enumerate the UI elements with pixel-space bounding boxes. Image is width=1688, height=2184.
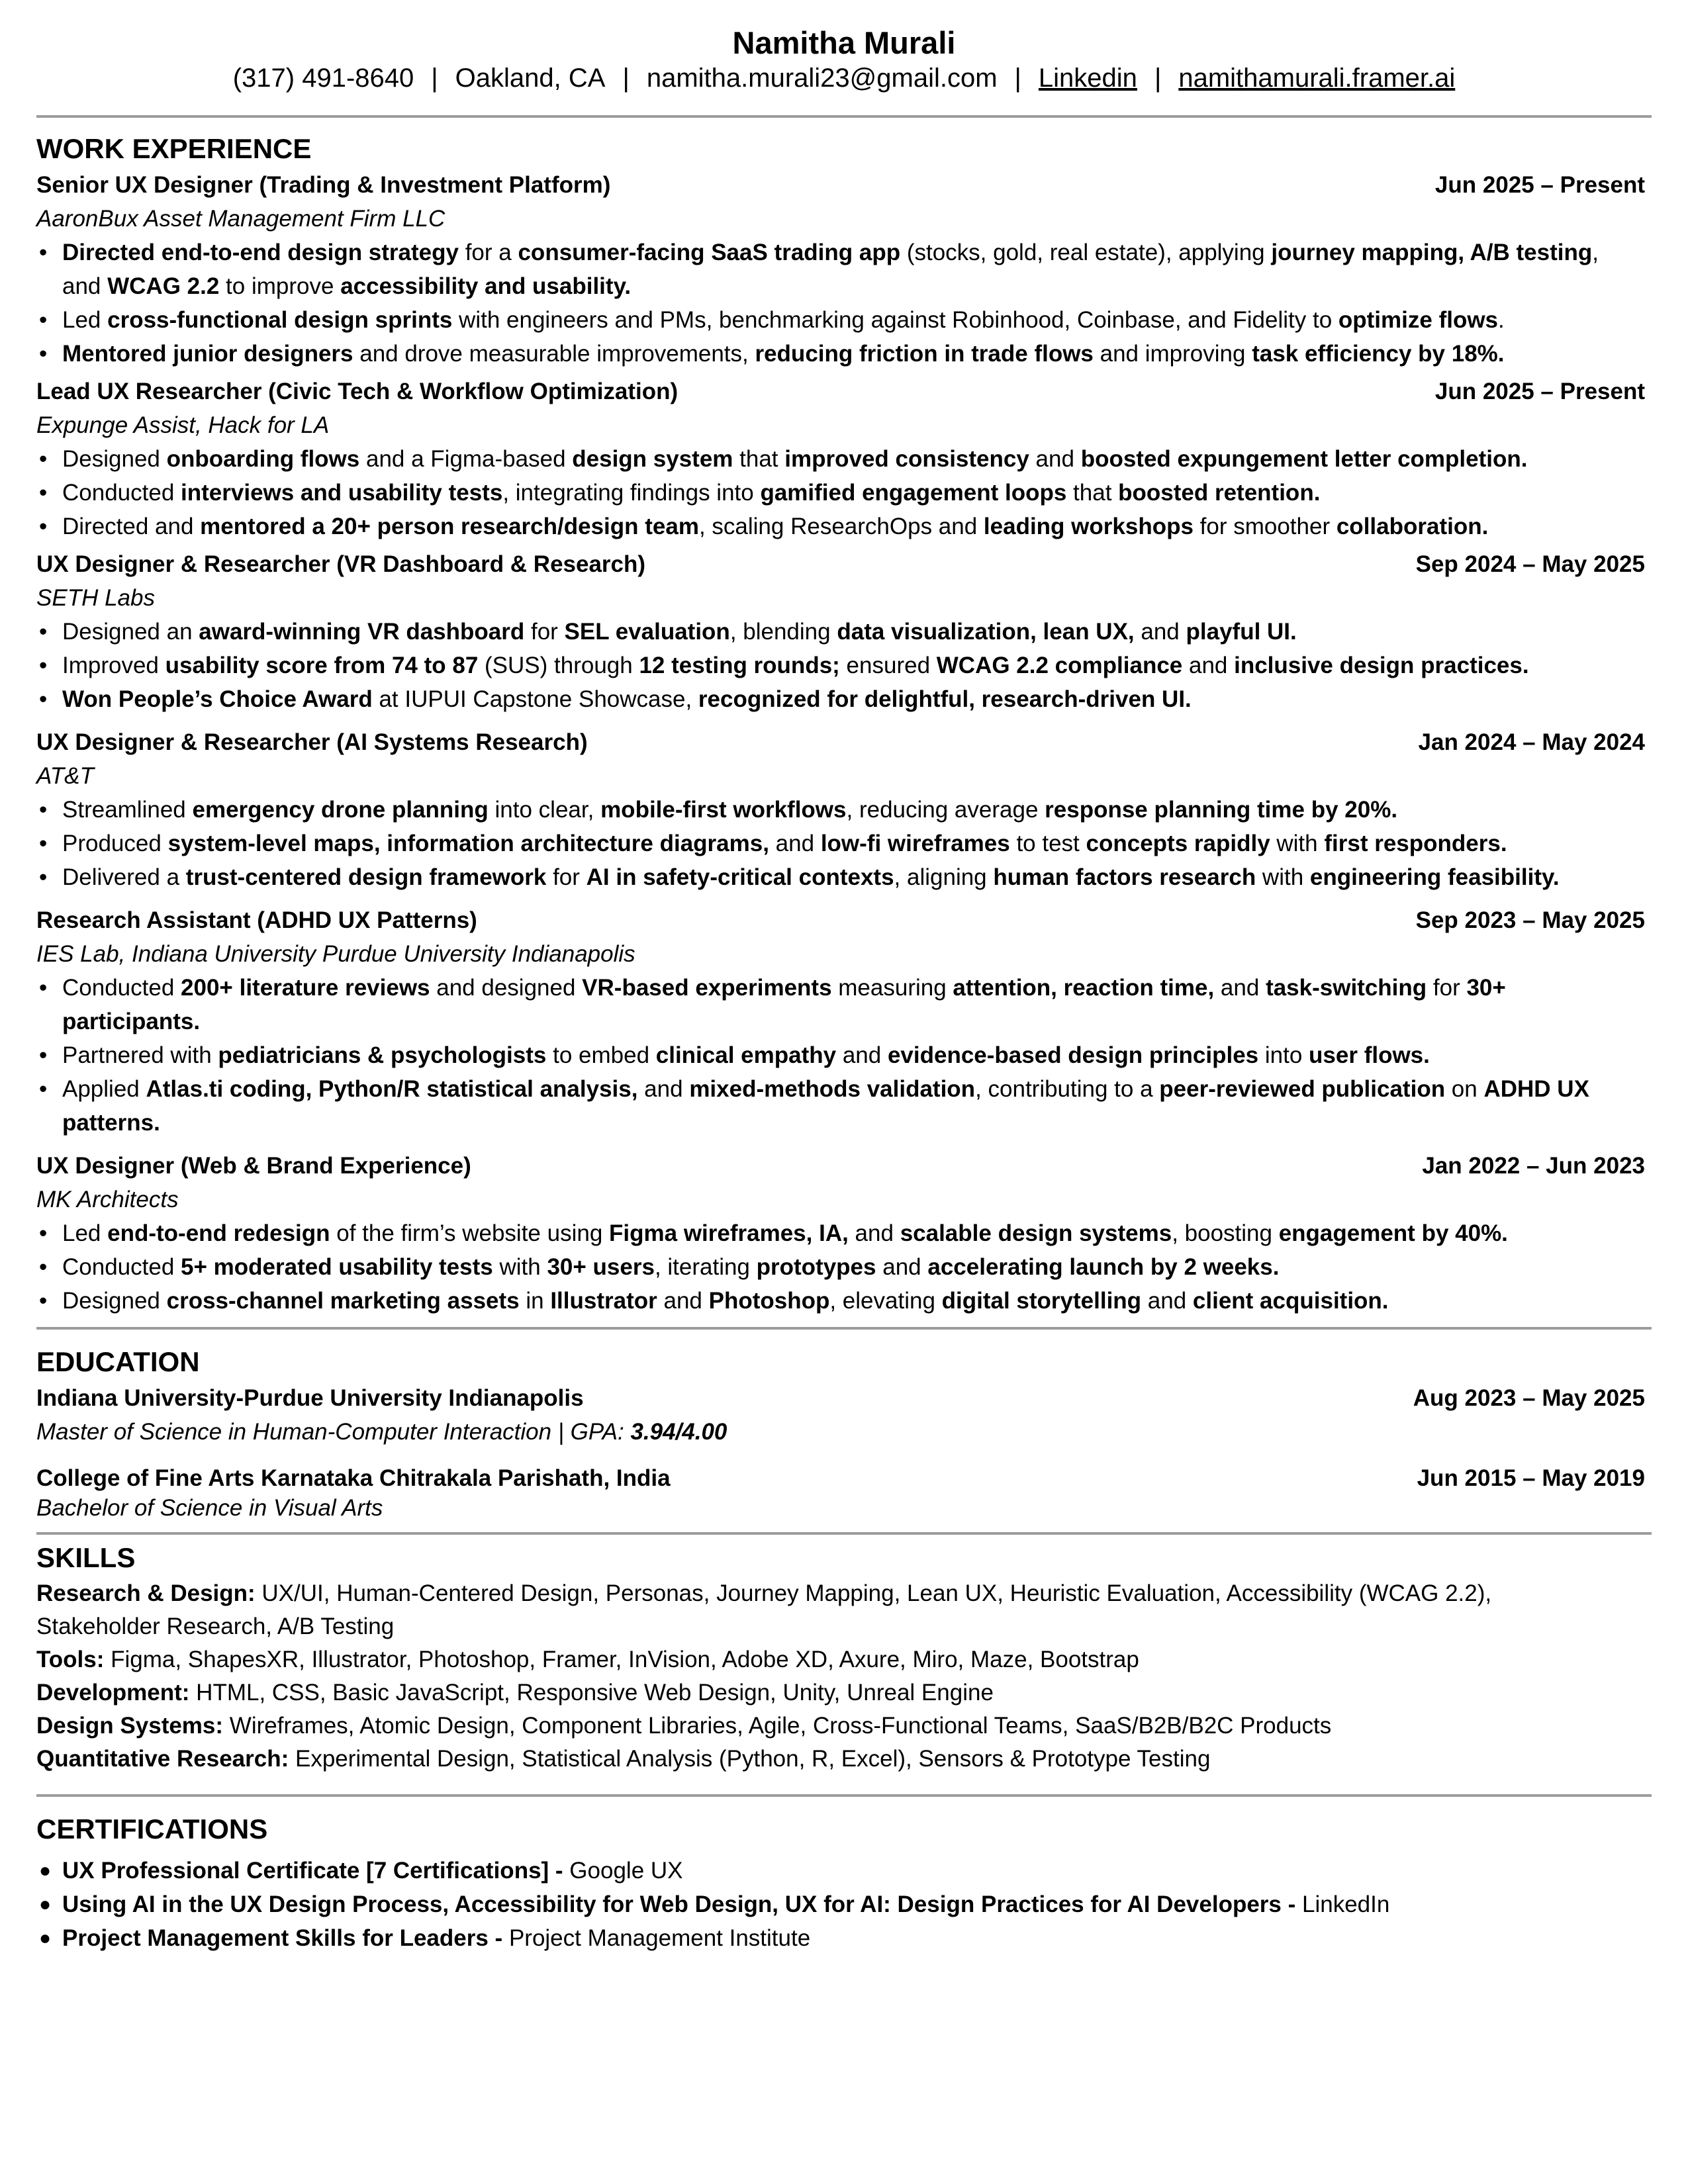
- bullet-text: and: [637, 1076, 690, 1102]
- bullet-text: and drove measurable improvements,: [353, 341, 755, 367]
- job-entry: [36, 375, 1652, 543]
- skill-value: Figma, ShapesXR, Illustrator, Photoshop, Framer, InVision, Adobe XD, Axure, Miro, Maze, Bootstrap: [104, 1647, 1139, 1672]
- bullet-text-bold: WCAG 2.2 compliance: [936, 653, 1183, 678]
- skill-row: [36, 1643, 1652, 1676]
- email[interactable]: namitha.murali23@gmail.com: [646, 64, 998, 93]
- job-dates: Jun 2025 – Present: [1434, 172, 1645, 198]
- bullet-text-bold: ADHD UX patterns.: [62, 1076, 1589, 1136]
- bullet-text-bold: journey mapping, A/B testing: [1271, 240, 1593, 265]
- bullet-text: in: [519, 1288, 551, 1314]
- skill-value: Wireframes, Atomic Design, Component Libraries, Agile, Cross-Functional Teams, SaaS/B2B/B2C Products: [223, 1713, 1332, 1739]
- bullet-text-bold: Mentored junior designers: [62, 341, 353, 367]
- bullet-text: and: [1182, 653, 1235, 678]
- bullet-text: , boosting: [1172, 1220, 1279, 1246]
- bullet-text: to embed: [546, 1042, 656, 1068]
- bullet: •: [39, 653, 48, 678]
- bullet-text: and a Figma-based: [359, 446, 573, 472]
- bullet-text-bold: Won People’s Choice Award: [62, 686, 373, 712]
- bullet-text: , scaling ResearchOps and: [698, 514, 984, 539]
- degree: Bachelor of Science in Visual Arts: [36, 1495, 383, 1521]
- job-bullets: [36, 236, 1652, 371]
- bullet: •: [39, 514, 48, 539]
- bullet-text: for: [1427, 975, 1467, 1001]
- bullet-text-bold: concepts rapidly: [1086, 831, 1270, 856]
- bullet-text-bold: response planning time by 20%.: [1045, 797, 1398, 823]
- bullet-text: Produced: [62, 831, 168, 856]
- bullet-text: Designed: [62, 446, 167, 472]
- bullet-text: on: [1445, 1076, 1484, 1102]
- bullet-text: into: [1258, 1042, 1309, 1068]
- bullet-text: Designed: [62, 1288, 167, 1314]
- bullet-text-bold: digital storytelling: [941, 1288, 1142, 1314]
- job-bullet: [36, 1250, 1652, 1284]
- job-entry: [36, 547, 1652, 716]
- job-bullet: [36, 442, 1652, 476]
- job-entry: [36, 1149, 1652, 1318]
- job-bullet: [36, 510, 1652, 543]
- bullet-text-bold: 30+ participants.: [62, 975, 1506, 1034]
- job-entry: [36, 168, 1652, 371]
- bullet-text: at IUPUI Capstone Showcase,: [372, 686, 698, 712]
- section-title: CERTIFICATIONS: [36, 1813, 268, 1844]
- bullet-text-bold: mixed-methods validation: [689, 1076, 976, 1102]
- separator: |: [1014, 64, 1021, 93]
- job-bullets: [36, 615, 1652, 716]
- bullet-text-bold: AI in safety-critical contexts: [586, 864, 894, 890]
- candidate-name: Namitha Murali: [732, 25, 956, 60]
- job-head: [36, 725, 1652, 759]
- work-experience-section: [36, 130, 1652, 1318]
- job-bullet: [36, 1072, 1652, 1140]
- skill-row: [36, 1676, 1652, 1709]
- bullet-text-bold: Photoshop: [708, 1288, 830, 1314]
- bullet: •: [39, 307, 48, 333]
- resume: [36, 25, 1652, 1955]
- education-head: [36, 1381, 1652, 1415]
- job-bullets: [36, 971, 1652, 1140]
- job-organization: IES Lab, Indiana University Purdue University Indianapolis: [36, 941, 635, 967]
- skill-label: Design Systems:: [36, 1713, 224, 1739]
- bullet-text: to improve: [219, 273, 341, 299]
- bullet-text-bold: engagement by 40%.: [1278, 1220, 1508, 1246]
- certification-item: [36, 1921, 1652, 1955]
- education-item: [36, 1381, 1652, 1449]
- job-dates: Jun 2025 – Present: [1434, 379, 1645, 404]
- bullet: •: [39, 480, 48, 506]
- education-item: [36, 1463, 1652, 1523]
- certification-name: UX Professional Certificate [7 Certifications] -: [62, 1858, 563, 1884]
- portfolio-link[interactable]: namithamurali.framer.ai: [1178, 64, 1456, 93]
- divider: [36, 1794, 1652, 1797]
- job-bullet: [36, 860, 1652, 894]
- bullet-text: (SUS) through: [478, 653, 639, 678]
- bullet-text-bold: client acquisition.: [1192, 1288, 1389, 1314]
- job-dates: Jan 2024 – May 2024: [1418, 729, 1645, 755]
- job-bullet: [36, 793, 1652, 827]
- bullet-text-bold: Illustrator: [550, 1288, 657, 1314]
- certification-issuer: Google UX: [563, 1858, 683, 1884]
- job-bullet: [36, 682, 1652, 716]
- bullet-text-bold: scalable design systems: [900, 1220, 1172, 1246]
- bullet-text: Led: [62, 1220, 108, 1246]
- bullet-text: , and: [62, 240, 1599, 299]
- bullet-text: Partnered with: [62, 1042, 218, 1068]
- bullet-text-bold: usability score from 74 to 87: [165, 653, 479, 678]
- job-entry: [36, 903, 1652, 1140]
- job-role: UX Designer & Researcher (VR Dashboard & Research): [36, 551, 646, 577]
- school: College of Fine Arts Karnataka Chitrakala Parishath, India: [36, 1465, 671, 1491]
- bullet-text: with: [1270, 831, 1325, 856]
- bullet-text-bold: collaboration.: [1336, 514, 1489, 539]
- bullet-text: , integrating findings into: [502, 480, 761, 506]
- job-organization: SETH Labs: [36, 585, 155, 611]
- bullet-text: , reducing average: [846, 797, 1045, 823]
- bullet-text: and: [1214, 975, 1266, 1001]
- bullet-text: for: [546, 864, 586, 890]
- section-title: EDUCATION: [36, 1346, 200, 1377]
- divider: [36, 1327, 1652, 1330]
- bullet-text-bold: mobile-first workflows: [600, 797, 847, 823]
- bullet: •: [39, 831, 48, 856]
- certification-item: [36, 1888, 1652, 1921]
- bullet: •: [39, 446, 48, 472]
- skill-value: Experimental Design, Statistical Analysis (Python, R, Excel), Sensors & Prototype Testing: [289, 1746, 1211, 1772]
- bullet-text-bold: interviews and usability tests: [181, 480, 503, 506]
- bullet-text: Improved: [62, 653, 165, 678]
- job-bullet: [36, 1038, 1652, 1072]
- bullet-text-bold: Figma wireframes, IA,: [609, 1220, 849, 1246]
- bullet-text: Led: [62, 307, 108, 333]
- bullet-text: , blending: [729, 619, 837, 645]
- dates: Aug 2023 – May 2025: [1413, 1385, 1645, 1411]
- job-head: [36, 375, 1652, 408]
- job-bullet: [36, 337, 1652, 371]
- skills-section: [36, 1539, 1652, 1776]
- bullet-text-bold: human factors research: [993, 864, 1256, 890]
- bullet-text: Designed an: [62, 619, 199, 645]
- bullet-text-bold: attention, reaction time,: [953, 975, 1215, 1001]
- bullet-text: , contributing to a: [975, 1076, 1160, 1102]
- job-dates: Sep 2024 – May 2025: [1415, 551, 1645, 577]
- bullet-text: into clear,: [488, 797, 601, 823]
- bullet-text-bold: reducing friction in trade flows: [755, 341, 1094, 367]
- bullet-text-bold: cross-channel marketing assets: [166, 1288, 520, 1314]
- bullet: •: [39, 797, 48, 823]
- bullet-text: with: [492, 1254, 547, 1280]
- separator: |: [622, 64, 630, 93]
- job-bullets: [36, 793, 1652, 894]
- degree: Master of Science in Human-Computer Interaction: [36, 1419, 552, 1445]
- bullet-text: , elevating: [829, 1288, 942, 1314]
- bullet-text: Directed and: [62, 514, 201, 539]
- education-section: [36, 1343, 1652, 1523]
- job-head: [36, 903, 1652, 937]
- job-role: UX Designer (Web & Brand Experience): [36, 1153, 471, 1179]
- job-bullet: [36, 827, 1652, 860]
- skill-value: HTML, CSS, Basic JavaScript, Responsive Web Design, Unity, Unreal Engine: [189, 1680, 994, 1706]
- divider: [36, 1532, 1652, 1535]
- contact-line: [36, 61, 1652, 95]
- bullet: •: [39, 341, 48, 367]
- bullet-text: that: [1066, 480, 1119, 506]
- separator: |: [1154, 64, 1162, 93]
- job-bullets: [36, 1216, 1652, 1318]
- bullet-text-bold: award-winning VR dashboard: [199, 619, 525, 645]
- divider: [36, 115, 1652, 118]
- bullet-text: to test: [1009, 831, 1086, 856]
- bullet-text-bold: system-level maps, information architecture diagrams,: [167, 831, 769, 856]
- bullet-text: and: [848, 1220, 900, 1246]
- skill-label: Quantitative Research:: [36, 1746, 289, 1772]
- bullet-text-bold: pediatricians & psychologists: [218, 1042, 547, 1068]
- job-bullet: [36, 1216, 1652, 1250]
- bullet-text-bold: boosted retention.: [1118, 480, 1321, 506]
- bullet-text-bold: engineering feasibility.: [1309, 864, 1560, 890]
- job-bullet: [36, 236, 1652, 303]
- bullet-text-bold: end-to-end redesign: [107, 1220, 330, 1246]
- bullet-text-bold: 12 testing rounds;: [639, 653, 840, 678]
- bullet-text: , iterating: [654, 1254, 757, 1280]
- bullet: •: [39, 619, 48, 645]
- bullet-text-bold: leading workshops: [983, 514, 1194, 539]
- bullet-text-bold: Atlas.ti coding, Python/R statistical analysis,: [146, 1076, 638, 1102]
- bullet-text: of the firm’s website using: [330, 1220, 610, 1246]
- bullet-text: Applied: [62, 1076, 146, 1102]
- bullet: ●: [39, 1860, 52, 1882]
- bullet-text-bold: accessibility and usability.: [340, 273, 632, 299]
- school: Indiana University-Purdue University Indianapolis: [36, 1385, 584, 1411]
- bullet: •: [39, 975, 48, 1001]
- job-organization: AaronBux Asset Management Firm LLC: [36, 206, 445, 232]
- job-role: Senior UX Designer (Trading & Investment Platform): [36, 172, 611, 198]
- degree-line: [36, 1415, 1652, 1449]
- skill-value: UX/UI, Human-Centered Design, Personas, Journey Mapping, Lean UX, Heuristic Evaluation, Accessibility (WCAG 2.2), Stakeholder Research, A/B Testing: [36, 1580, 1492, 1639]
- job-organization: MK Architects: [36, 1187, 179, 1212]
- section-title: SKILLS: [36, 1542, 136, 1573]
- bullet-text: and: [657, 1288, 709, 1314]
- bullet-text: and improving: [1093, 341, 1252, 367]
- bullet-text-bold: 200+ literature reviews: [181, 975, 430, 1001]
- bullet: ●: [39, 1927, 52, 1949]
- bullet: •: [39, 1076, 48, 1102]
- certifications-section: [36, 1810, 1652, 1955]
- bullet-text-bold: emergency drone planning: [192, 797, 489, 823]
- bullet-text-bold: Directed end-to-end design strategy: [62, 240, 459, 265]
- bullet-text-bold: task efficiency by 18%.: [1252, 341, 1505, 367]
- job-dates: Jan 2022 – Jun 2023: [1422, 1153, 1645, 1179]
- bullet: •: [39, 864, 48, 890]
- bullet-text: and: [876, 1254, 928, 1280]
- bullet-text-bold: task-switching: [1266, 975, 1427, 1001]
- job-bullets: [36, 442, 1652, 543]
- bullet-text: that: [733, 446, 785, 472]
- certification-list: [36, 1854, 1652, 1955]
- certification-item: [36, 1854, 1652, 1888]
- bullet-text-bold: cross-functional design sprints: [107, 307, 453, 333]
- bullet-text: and: [769, 831, 821, 856]
- job-role: UX Designer & Researcher (AI Systems Research): [36, 729, 588, 755]
- bullet-text: , aligning: [894, 864, 994, 890]
- bullet: •: [39, 686, 48, 712]
- bullet-text-bold: prototypes: [756, 1254, 876, 1280]
- job-organization: AT&T: [36, 763, 94, 789]
- bullet-text-bold: data visualization, lean UX,: [837, 619, 1135, 645]
- bullet-text: measuring: [831, 975, 953, 1001]
- bullet-text: and designed: [430, 975, 583, 1001]
- bullet-text-bold: first responders.: [1324, 831, 1507, 856]
- bullet-text-bold: mentored a 20+ person research/design team: [200, 514, 699, 539]
- bullet-text-bold: 5+ moderated usability tests: [181, 1254, 493, 1280]
- job-entry: [36, 725, 1652, 894]
- certification-name: Project Management Skills for Leaders -: [62, 1925, 503, 1951]
- bullet-text: and: [836, 1042, 888, 1068]
- bullet-text-bold: clinical empathy: [655, 1042, 837, 1068]
- certification-name: Using AI in the UX Design Process, Accessibility for Web Design, UX for AI: Design Practices for AI Developers -: [62, 1891, 1296, 1917]
- bullet-text-bold: evidence-based design principles: [887, 1042, 1259, 1068]
- bullet-text-bold: peer-reviewed publication: [1159, 1076, 1446, 1102]
- bullet: •: [39, 1254, 48, 1280]
- linkedin-link[interactable]: Linkedin: [1038, 64, 1137, 93]
- bullet-text-bold: SEL evaluation: [564, 619, 730, 645]
- bullet: •: [39, 1220, 48, 1246]
- bullet-text-bold: accelerating launch by 2 weeks.: [927, 1254, 1280, 1280]
- bullet-text: Conducted: [62, 975, 181, 1001]
- bullet-text-bold: trust-centered design framework: [185, 864, 547, 890]
- bullet-text-bold: design system: [572, 446, 733, 472]
- bullet-text: ensured: [839, 653, 937, 678]
- bullet-text-bold: low-fi wireframes: [820, 831, 1010, 856]
- job-head: [36, 547, 1652, 581]
- bullet-text-bold: onboarding flows: [166, 446, 360, 472]
- section-title: WORK EXPERIENCE: [36, 133, 312, 164]
- bullet-text: and: [1141, 1288, 1193, 1314]
- bullet-text-bold: recognized for delightful, research-driven UI.: [698, 686, 1192, 712]
- bullet-text: Conducted: [62, 1254, 181, 1280]
- bullet-text: Conducted: [62, 480, 181, 506]
- location: Oakland, CA: [455, 64, 606, 93]
- bullet-text-bold: playful UI.: [1186, 619, 1297, 645]
- skill-label: Tools:: [36, 1647, 105, 1672]
- job-bullet: [36, 615, 1652, 649]
- bullet-text-bold: 30+ users: [547, 1254, 655, 1280]
- job-head: [36, 1149, 1652, 1183]
- bullet-text: .: [1498, 307, 1505, 333]
- bullet: •: [39, 1288, 48, 1314]
- gpa: 3.94/4.00: [630, 1419, 727, 1445]
- bullet: •: [39, 240, 48, 265]
- bullet-text-bold: WCAG 2.2: [107, 273, 220, 299]
- skill-row: [36, 1709, 1652, 1743]
- bullet-text: for smoother: [1193, 514, 1336, 539]
- bullet: •: [39, 1042, 48, 1068]
- bullet-text-bold: gamified engagement loops: [760, 480, 1067, 506]
- job-dates: Sep 2023 – May 2025: [1415, 907, 1645, 933]
- bullet-text: and: [1134, 619, 1186, 645]
- bullet: ●: [39, 1893, 52, 1915]
- dates: Jun 2015 – May 2019: [1417, 1465, 1645, 1491]
- certification-issuer: LinkedIn: [1295, 1891, 1390, 1917]
- certification-issuer: Project Management Institute: [502, 1925, 811, 1951]
- bullet-text: for: [524, 619, 565, 645]
- bullet-text-bold: inclusive design practices.: [1234, 653, 1529, 678]
- bullet-text: Streamlined: [62, 797, 193, 823]
- bullet-text-bold: boosted expungement letter completion.: [1080, 446, 1528, 472]
- separator: |: [431, 64, 438, 93]
- job-bullet: [36, 649, 1652, 682]
- bullet-text: Delivered a: [62, 864, 186, 890]
- gpa-label: | GPA:: [551, 1419, 631, 1445]
- skill-label: Research & Design:: [36, 1580, 256, 1606]
- bullet-text: with engineers and PMs, benchmarking against Robinhood, Coinbase, and Fidelity to: [452, 307, 1338, 333]
- phone: (317) 491-8640: [232, 64, 414, 93]
- job-role: Lead UX Researcher (Civic Tech & Workflow Optimization): [36, 379, 679, 404]
- job-bullet: [36, 303, 1652, 337]
- bullet-text-bold: user flows.: [1309, 1042, 1430, 1068]
- job-role: Research Assistant (ADHD UX Patterns): [36, 907, 477, 933]
- bullet-text: for a: [458, 240, 518, 265]
- job-bullet: [36, 971, 1652, 1038]
- bullet-text: (stocks, gold, real estate), applying: [900, 240, 1272, 265]
- job-organization: Expunge Assist, Hack for LA: [36, 412, 330, 438]
- bullet-text-bold: optimize flows: [1338, 307, 1499, 333]
- job-list: [36, 168, 1652, 1318]
- education-head: [36, 1463, 1652, 1494]
- bullet-text: and: [1029, 446, 1081, 472]
- skill-label: Development:: [36, 1680, 190, 1706]
- bullet-text-bold: VR-based experiments: [582, 975, 832, 1001]
- job-bullet: [36, 476, 1652, 510]
- skill-row: [36, 1577, 1652, 1643]
- job-head: [36, 168, 1652, 202]
- skill-row: [36, 1743, 1652, 1776]
- bullet-text: with: [1256, 864, 1310, 890]
- bullet-text-bold: improved consistency: [784, 446, 1029, 472]
- bullet-text-bold: consumer-facing SaaS trading app: [518, 240, 901, 265]
- job-bullet: [36, 1284, 1652, 1318]
